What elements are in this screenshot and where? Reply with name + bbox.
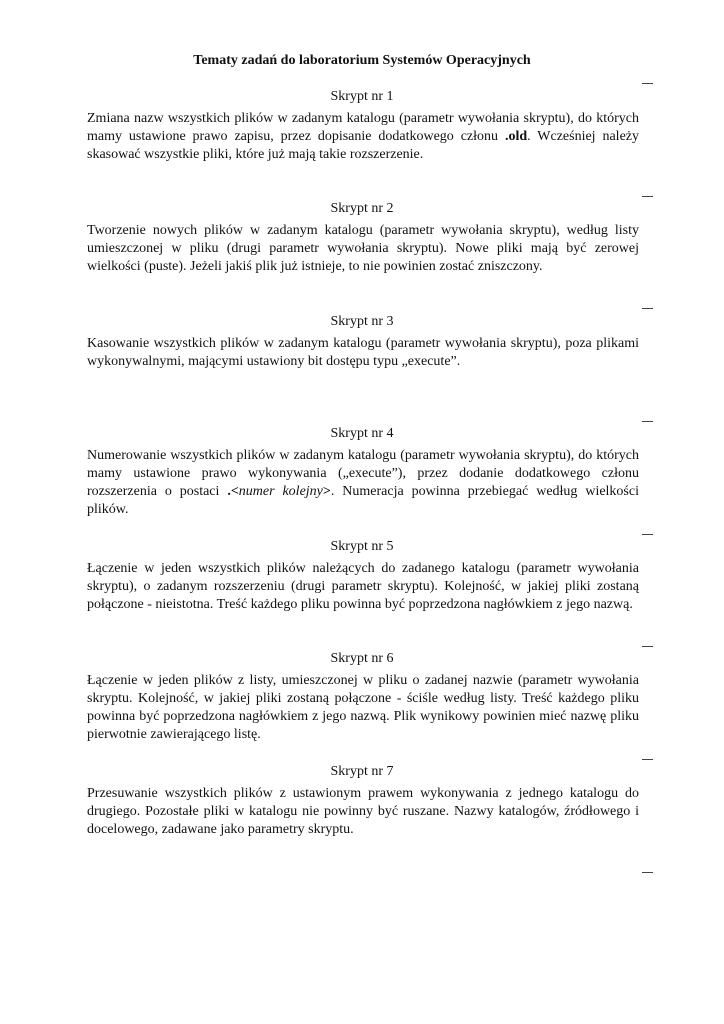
body-text: . Wcześniej należy skasować wszystkie pliki, które już mają takie rozszerzenie. bbox=[87, 129, 640, 162]
margin-mark bbox=[642, 308, 653, 309]
margin-mark bbox=[642, 872, 653, 873]
document-title: Tematy zadań do laboratorium Systemów Operacyjnych bbox=[193, 53, 531, 68]
section-body-skrypt-2: Tworzenie nowych plików w zadanym katalogu (parametr wywołania skryptu), według listy umieszczonej w pliku (drugi parametr wywołania skryptu). Nowe pliki mają być zerowej wielkości (puste). Jeżeli jakiś plik już istnieje, to nie powinien zostać zniszczony. bbox=[87, 223, 639, 274]
section-body-skrypt-5: Łączenie w jeden wszystkich plików należących do zadanego katalogu (parametr wywołania skryptu), o zadanym rozszerzeniu (drugi parametr skryptu). Kolejność, w jakiej pliki zostaną połączone - nieistotna. Treść każdego pliku powinna być poprzedzona nagłówkiem z jego nazwą. bbox=[87, 561, 639, 612]
body-text: . Numeracja powinna przebiegać według wielkości plików. bbox=[87, 484, 639, 517]
body-text: Zmiana nazw wszystkich plików w zadanym katalogu (parametr wywołania skryptu), do których mamy ustawione prawo zapisu, przez dopisanie dodatkowego członu bbox=[87, 111, 639, 144]
bold-extension: .old bbox=[504, 129, 528, 144]
section-heading-skrypt-5: Skrypt nr 5 bbox=[330, 539, 394, 554]
bold-separator: .< bbox=[227, 484, 239, 499]
section-body-skrypt-4 bbox=[87, 447, 639, 519]
section-heading-skrypt-3: Skrypt nr 3 bbox=[330, 314, 394, 329]
margin-mark bbox=[642, 83, 653, 84]
section-body-skrypt-7: Przesuwanie wszystkich plików z ustawionym prawem wykonywania z jednego katalogu do drugiego. Pozostałe pliki w katalogu nie powinny być ruszane. Nazwy katalogów, źródłowego i docelowego, zadawane jako parametry skryptu. bbox=[87, 786, 639, 837]
margin-mark bbox=[642, 646, 653, 647]
section-heading-skrypt-4: Skrypt nr 4 bbox=[330, 426, 394, 441]
bold-separator: > bbox=[322, 484, 331, 499]
section-heading-skrypt-1: Skrypt nr 1 bbox=[330, 89, 394, 104]
margin-mark bbox=[642, 196, 653, 197]
italic-placeholder: numer kolejny bbox=[238, 484, 323, 499]
body-text: Numerowanie wszystkich plików w zadanym katalogu (parametr wywołania skryptu), do których mamy ustawione prawo wykonywania („execute”), przez dodanie dodatkowego członu rozszerzenia o postaci bbox=[87, 448, 639, 499]
section-body-skrypt-1 bbox=[87, 110, 639, 164]
margin-mark bbox=[642, 421, 653, 422]
section-body-skrypt-3: Kasowanie wszystkich plików w zadanym katalogu (parametr wywołania skryptu), poza plikami wykonywalnymi, mającymi ustawiony bit dostępu typu „execute”. bbox=[87, 336, 639, 369]
section-body-skrypt-6: Łączenie w jeden plików z listy, umieszczonej w pliku o zadanej nazwie (parametr wywołania skryptu. Kolejność, w jakiej pliki zostaną połączone - ściśle według listy. Treść każdego pliku powinna być poprzedzona nagłówkiem z jego nazwą. Plik wynikowy powinien mieć nazwę pliku pierwotnie zawierającego listę. bbox=[87, 673, 639, 742]
section-heading-skrypt-6: Skrypt nr 6 bbox=[330, 651, 394, 666]
section-heading-skrypt-7: Skrypt nr 7 bbox=[330, 764, 394, 779]
margin-mark bbox=[642, 534, 653, 535]
margin-mark bbox=[642, 759, 653, 760]
section-heading-skrypt-2: Skrypt nr 2 bbox=[330, 201, 394, 216]
